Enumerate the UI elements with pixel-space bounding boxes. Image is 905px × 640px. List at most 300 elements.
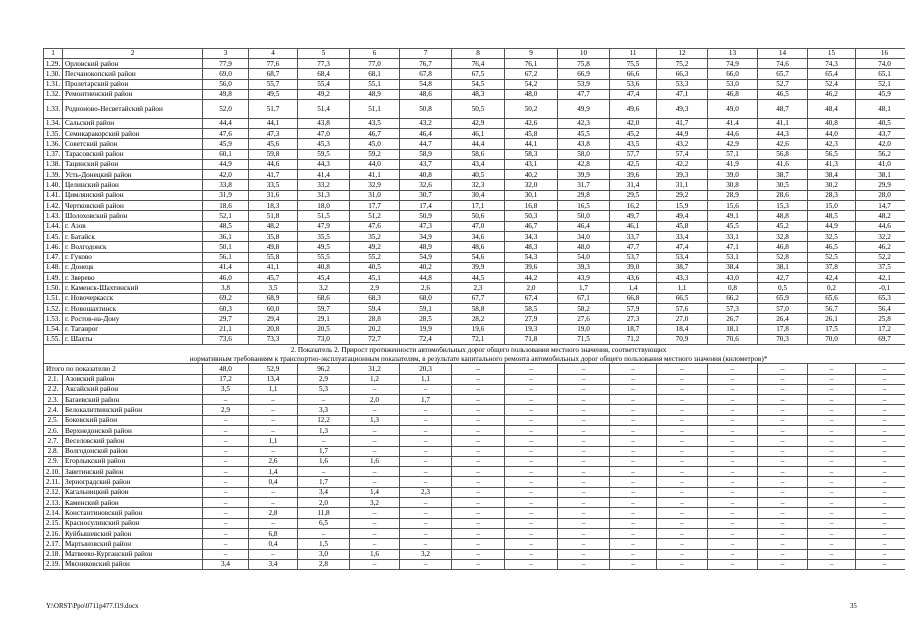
row-value: 75,2	[657, 59, 708, 69]
row-value: –	[203, 518, 249, 528]
row-value: 46,1	[610, 221, 657, 231]
row-value: 42,7	[758, 273, 808, 283]
row-value: –	[558, 467, 610, 477]
row-value: 29,7	[203, 314, 249, 324]
row-value: –	[758, 467, 808, 477]
row-value: 34,6	[452, 231, 505, 241]
row-value: –	[558, 559, 610, 569]
row-value: 70,6	[708, 334, 758, 344]
row-value: 46,2	[856, 242, 905, 252]
row-value: 39,9	[558, 170, 610, 180]
row-value: 49,5	[249, 89, 298, 99]
row-value: 44,4	[452, 139, 505, 149]
row-value: –	[610, 395, 657, 405]
row-value: 49,2	[298, 89, 350, 99]
row-municipality: Родионово-Несветайский район	[63, 100, 203, 119]
row-value: 59,4	[350, 304, 400, 314]
row-value: 50,8	[400, 100, 452, 119]
row-value: 28,5	[400, 314, 452, 324]
row-value: –	[452, 415, 505, 425]
row-value: –	[808, 395, 856, 405]
row-value: 53,0	[708, 79, 758, 89]
row-value: 3,2	[400, 549, 452, 559]
row-value: –	[452, 518, 505, 528]
row-value: 43,1	[505, 159, 558, 169]
row-value: 69,0	[203, 69, 249, 79]
row-value: 53,1	[708, 252, 758, 262]
row-value: –	[400, 426, 452, 436]
row-value: 30,5	[758, 180, 808, 190]
row-municipality: Азовский район	[63, 374, 203, 384]
row-value: 35,5	[298, 231, 350, 241]
row-value: 60,3	[203, 304, 249, 314]
row-value: 48,3	[452, 89, 505, 99]
row-value: 66,9	[558, 69, 610, 79]
row-value: 45,8	[505, 128, 558, 138]
row-value: –	[452, 405, 505, 415]
row-value: –	[558, 446, 610, 456]
row-value: 30,1	[505, 190, 558, 200]
row-value: –	[505, 467, 558, 477]
row-code: 1.46.	[44, 242, 63, 252]
row-value: 33,5	[249, 180, 298, 190]
table-row	[44, 159, 905, 169]
row-value: –	[558, 487, 610, 497]
row-value: 38,7	[758, 170, 808, 180]
row-value: 17,1	[452, 201, 505, 211]
row-value: 20,8	[249, 324, 298, 334]
row-value: 59,5	[298, 149, 350, 159]
row-municipality: Цимлянский район	[63, 190, 203, 200]
row-value: 16,8	[505, 201, 558, 211]
row-value: –	[452, 384, 505, 394]
row-value: –	[452, 467, 505, 477]
row-value: –	[808, 446, 856, 456]
row-value: 45,3	[298, 139, 350, 149]
row-value: –	[708, 436, 758, 446]
row-municipality: Тацинский район	[63, 159, 203, 169]
row-value: 55,7	[249, 79, 298, 89]
row-value: 3,2	[350, 498, 400, 508]
row-value: 1,2	[350, 374, 400, 384]
row-value: 1,1	[400, 374, 452, 384]
row-value: 37,5	[856, 262, 905, 272]
row-value: 56,5	[808, 149, 856, 159]
row-value: 45,0	[350, 139, 400, 149]
column-number: 11	[610, 49, 657, 59]
row-value: 47,4	[610, 89, 657, 99]
row-value: 2,3	[452, 283, 505, 293]
row-value: –	[657, 559, 708, 569]
row-value: –	[758, 456, 808, 466]
row-value: –	[452, 426, 505, 436]
row-value: –	[505, 549, 558, 559]
row-value: 31,7	[558, 180, 610, 190]
row-municipality: г. Донецк	[63, 262, 203, 272]
row-value: 69,2	[203, 293, 249, 303]
row-value: –	[505, 487, 558, 497]
row-value: 57,9	[610, 304, 657, 314]
row-value: –	[558, 477, 610, 487]
column-number: 8	[452, 49, 505, 59]
row-value: 67,2	[505, 69, 558, 79]
column-number-row	[44, 49, 905, 59]
row-value: 44,1	[505, 139, 558, 149]
row-value: –	[558, 374, 610, 384]
row-municipality: г. Зверево	[63, 273, 203, 283]
row-value: –	[505, 384, 558, 394]
row-value: 3,4	[203, 559, 249, 569]
row-value: 30,8	[708, 180, 758, 190]
column-number: 2	[63, 49, 203, 59]
row-code: 1.29.	[44, 59, 63, 69]
row-value: 77,6	[249, 59, 298, 69]
table-row	[44, 508, 905, 518]
row-value: –	[505, 518, 558, 528]
row-value: 50,2	[505, 100, 558, 119]
row-value: –	[758, 374, 808, 384]
row-code: 1.51.	[44, 293, 63, 303]
row-value: 59,7	[298, 304, 350, 314]
row-value: 2,9	[350, 283, 400, 293]
row-value: –	[400, 446, 452, 456]
table-row	[44, 334, 905, 344]
row-value: 58,6	[452, 149, 505, 159]
row-value: –	[856, 456, 905, 466]
row-value: 3,4	[249, 559, 298, 569]
column-number: 16	[856, 49, 905, 59]
table-row	[44, 100, 905, 119]
row-value: –	[657, 436, 708, 446]
row-value: 39,9	[452, 262, 505, 272]
row-value: 45,5	[708, 221, 758, 231]
row-value: –	[856, 395, 905, 405]
row-value: –	[657, 395, 708, 405]
row-value: 40,8	[400, 170, 452, 180]
row-value: –	[758, 539, 808, 549]
row-value: 38,1	[856, 170, 905, 180]
row-value: 56,2	[856, 149, 905, 159]
row-value: 18,0	[298, 201, 350, 211]
row-value: 43,8	[298, 118, 350, 128]
row-value: –	[708, 395, 758, 405]
row-value: 1,7	[298, 446, 350, 456]
row-code: 2.16.	[44, 528, 63, 538]
row-value: –	[708, 456, 758, 466]
row-value: –	[610, 446, 657, 456]
row-value: 56,1	[203, 252, 249, 262]
row-value: –	[350, 405, 400, 415]
row-value: 52,4	[808, 79, 856, 89]
row-value: 45,6	[249, 139, 298, 149]
row-value: 0,5	[758, 283, 808, 293]
table-row	[44, 69, 905, 79]
row-value: 44,6	[249, 159, 298, 169]
row-value: 48,3	[505, 242, 558, 252]
total-value: 96,2	[298, 364, 350, 374]
table-row	[44, 89, 905, 99]
row-value: 38,1	[758, 262, 808, 272]
row-value: 15,9	[657, 201, 708, 211]
row-value: –	[758, 518, 808, 528]
row-value: 76,7	[400, 59, 452, 69]
row-municipality: Заветинский район	[63, 467, 203, 477]
row-value: –	[610, 487, 657, 497]
row-value: 68,9	[249, 293, 298, 303]
row-value: –	[856, 518, 905, 528]
row-value: 49,4	[657, 211, 708, 221]
table-row	[44, 324, 905, 334]
row-value: 42,5	[610, 159, 657, 169]
row-value: 46,8	[708, 89, 758, 99]
row-value: –	[505, 508, 558, 518]
row-value: –	[558, 395, 610, 405]
row-value: 41,1	[249, 262, 298, 272]
row-value: –	[558, 405, 610, 415]
row-value: –	[758, 426, 808, 436]
row-code: 2.15.	[44, 518, 63, 528]
row-value: –	[657, 405, 708, 415]
row-value: 46,5	[758, 89, 808, 99]
row-value: 45,2	[610, 128, 657, 138]
row-value: 49,0	[708, 100, 758, 119]
row-value: 50,6	[452, 211, 505, 221]
row-value: 2,6	[400, 283, 452, 293]
row-value: 51,4	[298, 100, 350, 119]
row-value: 74,6	[758, 59, 808, 69]
row-value: 17,8	[758, 324, 808, 334]
row-value: –	[203, 456, 249, 466]
row-value: 41,4	[203, 262, 249, 272]
row-value: –	[657, 467, 708, 477]
row-value: 49,3	[657, 100, 708, 119]
table-row	[44, 559, 905, 569]
row-value: –	[856, 549, 905, 559]
row-value: 49,7	[610, 211, 657, 221]
row-value: 71,8	[505, 334, 558, 344]
table-row	[44, 498, 905, 508]
row-value: 39,3	[657, 170, 708, 180]
row-value: 45,2	[758, 221, 808, 231]
row-value: 51,8	[249, 211, 298, 221]
row-value: –	[610, 508, 657, 518]
row-value: 65,4	[808, 69, 856, 79]
row-value: 35,2	[350, 231, 400, 241]
row-value: 19,6	[452, 324, 505, 334]
row-value: 30,2	[808, 180, 856, 190]
table-row	[44, 201, 905, 211]
row-value: –	[400, 539, 452, 549]
row-value: –	[350, 436, 400, 446]
row-value: –	[808, 477, 856, 487]
row-value: -0,1	[856, 283, 905, 293]
row-value: –	[203, 446, 249, 456]
row-municipality: Волгодонской район	[63, 446, 203, 456]
row-value: 1,3	[298, 426, 350, 436]
row-value: 32,2	[856, 231, 905, 241]
row-value: –	[808, 549, 856, 559]
row-code: 1.32.	[44, 89, 63, 99]
column-number: 6	[350, 49, 400, 59]
row-code: 1.31.	[44, 79, 63, 89]
section-title-row	[44, 345, 905, 355]
row-value: 2,9	[298, 374, 350, 384]
row-value: –	[758, 528, 808, 538]
row-value: 31,6	[249, 190, 298, 200]
row-value: –	[856, 508, 905, 518]
row-value: –	[758, 498, 808, 508]
row-value: –	[452, 508, 505, 518]
row-value: –	[249, 446, 298, 456]
row-value: 0,2	[808, 283, 856, 293]
row-value: 6,5	[298, 518, 350, 528]
row-value: 2,8	[249, 508, 298, 518]
row-value: 17,2	[856, 324, 905, 334]
table-row	[44, 79, 905, 89]
row-value: 18,7	[610, 324, 657, 334]
indicator-table	[43, 48, 905, 570]
row-value: 46,5	[808, 242, 856, 252]
row-value: –	[708, 559, 758, 569]
row-value: –	[452, 539, 505, 549]
row-value: –	[400, 498, 452, 508]
row-value: 55,2	[350, 252, 400, 262]
row-value: –	[758, 446, 808, 456]
row-value: 44,8	[400, 273, 452, 283]
row-value: –	[298, 436, 350, 446]
row-value: –	[708, 498, 758, 508]
row-value: 51,2	[350, 211, 400, 221]
row-municipality: г. Новошахтинск	[63, 304, 203, 314]
row-value: –	[505, 456, 558, 466]
row-value: 44,3	[758, 128, 808, 138]
row-value: 72,7	[350, 334, 400, 344]
row-value: –	[505, 539, 558, 549]
row-value: 56,7	[808, 304, 856, 314]
row-value: 27,0	[657, 314, 708, 324]
row-value: 1,7	[558, 283, 610, 293]
row-value: –	[350, 539, 400, 549]
row-value: 49,5	[298, 242, 350, 252]
row-value: –	[708, 539, 758, 549]
row-value: –	[856, 528, 905, 538]
row-value: –	[505, 559, 558, 569]
row-value: –	[558, 384, 610, 394]
row-value: 59,1	[400, 304, 452, 314]
row-value: –	[657, 539, 708, 549]
row-value: 1,6	[350, 456, 400, 466]
column-number: 5	[298, 49, 350, 59]
row-value: 2,0	[298, 498, 350, 508]
row-value: 1,4	[350, 487, 400, 497]
row-value: –	[558, 518, 610, 528]
row-value: 19,0	[558, 324, 610, 334]
row-value: 65,7	[758, 69, 808, 79]
table-row	[44, 128, 905, 138]
row-value: 33,1	[708, 231, 758, 241]
row-value: –	[249, 518, 298, 528]
row-value: –	[808, 467, 856, 477]
row-value: 46,7	[505, 221, 558, 231]
row-value: 48,5	[203, 221, 249, 231]
row-value: 55,5	[298, 252, 350, 262]
row-value: 46,4	[558, 221, 610, 231]
column-number: 13	[708, 49, 758, 59]
table-row	[44, 304, 905, 314]
row-value: 42,4	[808, 273, 856, 283]
row-municipality: Пролетарский район	[63, 79, 203, 89]
row-value: –	[203, 395, 249, 405]
row-value: 35,8	[249, 231, 298, 241]
row-value: 31,4	[610, 180, 657, 190]
row-municipality: Веселовский район	[63, 436, 203, 446]
row-value: 70,3	[758, 334, 808, 344]
row-value: 43,5	[610, 139, 657, 149]
row-value: –	[452, 498, 505, 508]
row-municipality: г. Таганрог	[63, 324, 203, 334]
row-value: –	[758, 477, 808, 487]
row-value: 54,0	[558, 252, 610, 262]
row-value: –	[558, 426, 610, 436]
row-value: 54,6	[452, 252, 505, 262]
row-value: 46,4	[400, 128, 452, 138]
row-value: 42,0	[203, 170, 249, 180]
row-value: 48,8	[758, 211, 808, 221]
row-value: 47,7	[558, 89, 610, 99]
row-value: 53,6	[610, 79, 657, 89]
row-value: 31,1	[657, 180, 708, 190]
row-value: –	[505, 477, 558, 487]
row-value: 16,2	[610, 201, 657, 211]
row-value: 45,8	[657, 221, 708, 231]
row-code: 2.4.	[44, 405, 63, 415]
row-value: 3,5	[249, 283, 298, 293]
table-row	[44, 252, 905, 262]
row-value: 57,0	[758, 304, 808, 314]
row-value: 40,5	[350, 262, 400, 272]
row-value: 42,1	[856, 273, 905, 283]
row-value: –	[249, 405, 298, 415]
row-value: 65,9	[758, 293, 808, 303]
row-value: 47,1	[708, 242, 758, 252]
row-code: 1.45.	[44, 231, 63, 241]
row-value: 48,1	[856, 100, 905, 119]
row-code: 1.37.	[44, 149, 63, 159]
row-value: 2,0	[350, 395, 400, 405]
row-code: 2.7.	[44, 436, 63, 446]
row-value: 60,0	[249, 304, 298, 314]
row-code: 1.42.	[44, 201, 63, 211]
row-value: –	[610, 405, 657, 415]
row-value: 33,7	[610, 231, 657, 241]
row-code: 2.11.	[44, 477, 63, 487]
row-value: 18,6	[203, 201, 249, 211]
row-value: –	[400, 477, 452, 487]
row-value: 29,9	[856, 180, 905, 190]
row-value: 29,4	[249, 314, 298, 324]
table-row	[44, 221, 905, 231]
row-value: 42,8	[558, 159, 610, 169]
row-municipality: г. Батайск	[63, 231, 203, 241]
row-value: 52,5	[808, 252, 856, 262]
row-value: 75,5	[610, 59, 657, 69]
row-value: 56,4	[856, 304, 905, 314]
row-value: 26,7	[708, 314, 758, 324]
row-value: 74,9	[708, 59, 758, 69]
row-code: 2.5.	[44, 415, 63, 425]
row-value: –	[610, 436, 657, 446]
row-municipality: г. Шахты	[63, 334, 203, 344]
